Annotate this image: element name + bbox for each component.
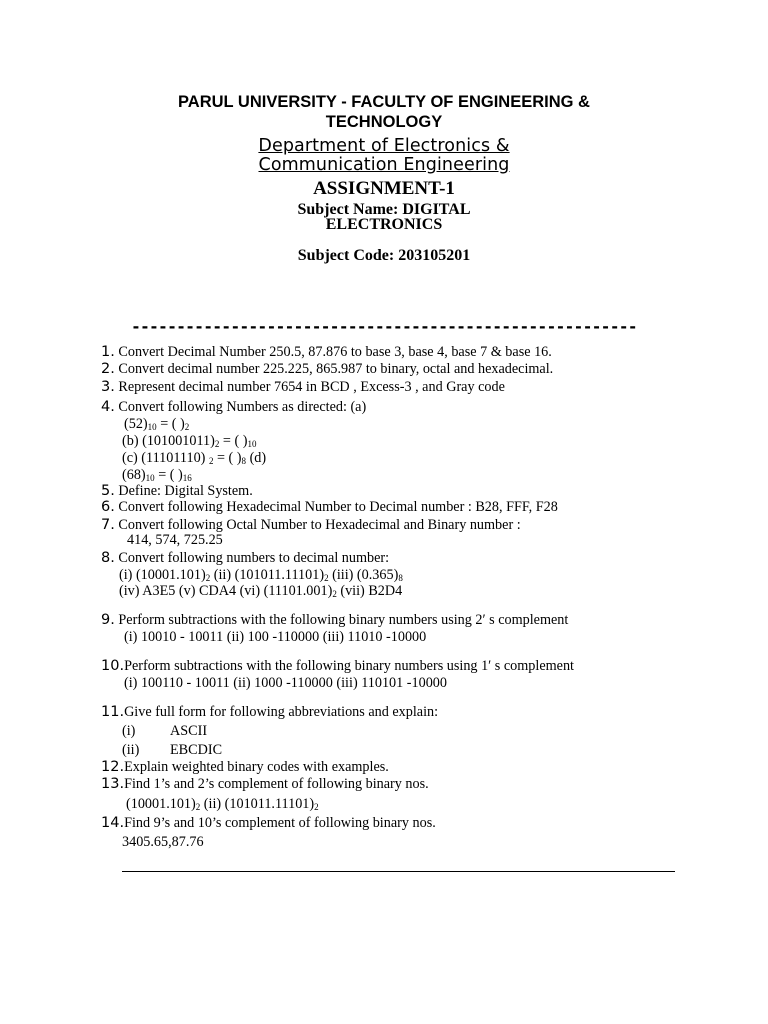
department-title-line2: Communication Engineering	[258, 155, 510, 175]
q9-items: (i) 10010 - 10011 (ii) 100 -110000 (iii) 11010 -10000	[124, 629, 427, 645]
question-2	[101, 361, 553, 378]
question-14	[101, 815, 436, 832]
question-number: 1.	[101, 344, 115, 360]
question-number: 14.	[101, 815, 125, 831]
subject-code: Subject Code: 203105201	[297, 247, 471, 264]
q13-item: (10001.101)	[126, 796, 196, 812]
question-8	[101, 550, 389, 567]
base-subscript: 8	[241, 456, 247, 466]
subject-name-line2: ELECTRONICS	[325, 216, 443, 233]
q10-items: (i) 100110 - 10011 (ii) 1000 -110000 (iii) 110101 -10000	[124, 675, 447, 691]
base-subscript: 2	[214, 439, 220, 449]
university-title-line2: TECHNOLOGY	[325, 113, 443, 131]
q8-item: (i) (10001.101)	[119, 567, 206, 583]
base-subscript: 2	[332, 589, 337, 599]
question-11	[101, 704, 438, 721]
question-1	[101, 344, 552, 361]
question-number: 6.	[101, 499, 115, 515]
base-subscript: 2	[324, 573, 329, 583]
question-3	[101, 379, 505, 396]
separator-dashes: --------------------------------------------------------	[131, 317, 637, 336]
question-number: 8.	[101, 550, 115, 566]
department-title-line1: Department of Electronics &	[258, 136, 510, 156]
question-10	[101, 658, 574, 675]
q7-values: 414, 574, 725.25	[127, 532, 223, 548]
base-subscript: 2	[184, 422, 190, 432]
question-13	[101, 776, 429, 793]
question-number: 3.	[101, 379, 115, 395]
base-subscript: 10	[147, 422, 157, 432]
question-text: Explain weighted binary codes with examples.	[124, 759, 389, 775]
q8-item: (ii) (101011.11101)	[210, 567, 325, 583]
question-text: Define: Digital System.	[118, 483, 253, 499]
question-text: Find 1’s and 2’s complement of following binary nos.	[124, 776, 429, 792]
question-4	[101, 399, 366, 416]
q4-d-label: (d)	[246, 450, 267, 466]
base-subscript: 2	[208, 456, 214, 466]
q11-item-ii-text: EBCDIC	[170, 742, 223, 758]
question-number: 11.	[101, 704, 125, 720]
question-text: Convert decimal number 225.225, 865.987 to binary, octal and hexadecimal.	[118, 361, 554, 377]
q4-d-value: (68)	[122, 467, 146, 483]
base-subscript: 16	[182, 473, 192, 483]
q8-line-2	[119, 583, 402, 603]
q4-c-result: = ( )	[213, 450, 242, 466]
q11-item-i-text: ASCII	[170, 723, 208, 739]
question-text: Give full form for following abbreviations and explain:	[124, 704, 439, 720]
bottom-rule	[122, 871, 675, 872]
question-5	[101, 483, 253, 500]
question-text: Represent decimal number 7654 in BCD , Excess-3 , and Gray code	[118, 379, 505, 395]
base-subscript: 10	[247, 439, 257, 449]
q4-d-result: = ( )	[154, 467, 183, 483]
base-subscript: 2	[205, 573, 211, 583]
question-6	[101, 499, 558, 516]
question-text: Perform subtractions with the following binary numbers using 2′ s complement	[118, 612, 569, 628]
assignment-title: ASSIGNMENT-1	[313, 178, 455, 199]
q11-item-i-label: (i)	[122, 723, 136, 739]
base-subscript: 10	[145, 473, 155, 483]
q8-item: (vii) B2D4	[336, 583, 403, 599]
question-number: 9.	[101, 612, 115, 628]
subject-name-line1: Subject Name: DIGITAL	[297, 201, 471, 218]
question-number: 13.	[101, 776, 125, 792]
q8-item: (iii) (0.365)	[328, 567, 399, 583]
base-subscript: 2	[195, 802, 201, 812]
question-9	[101, 612, 568, 629]
question-text: Convert following Octal Number to Hexadecimal and Binary number :	[118, 517, 521, 533]
question-text: Convert Decimal Number 250.5, 87.876 to base 3, base 4, base 7 & base 16.	[118, 344, 552, 360]
q13-items	[126, 796, 319, 816]
university-title-line1: PARUL UNIVERSITY - FACULTY OF ENGINEERING &	[178, 93, 590, 111]
question-number: 4.	[101, 399, 115, 415]
q4-a-value: (52)	[124, 416, 148, 432]
q4-b-value: (b) (101001011)	[122, 433, 215, 449]
question-text: Find 9’s and 10’s complement of following binary nos.	[124, 815, 436, 831]
q8-item: (iv) A3E5 (v) CDA4 (vi) (11101.001)	[119, 583, 333, 599]
question-12	[101, 759, 389, 776]
q14-values: 3405.65,87.76	[122, 834, 204, 850]
q4-c-value: (c) (11101110)	[122, 450, 209, 466]
question-number: 7.	[101, 517, 115, 533]
question-number: 10.	[101, 658, 125, 674]
question-text: Convert following Numbers as directed: (a)	[118, 399, 367, 415]
q4-a-result: = ( )	[156, 416, 185, 432]
base-subscript: 2	[314, 802, 319, 812]
question-text: Convert following numbers to decimal number:	[118, 550, 390, 566]
q11-item-ii-label: (ii)	[122, 742, 140, 758]
question-text: Convert following Hexadecimal Number to Decimal number : B28, FFF, F28	[118, 499, 558, 515]
question-number: 2.	[101, 361, 115, 377]
question-number: 5.	[101, 483, 115, 499]
question-text: Perform subtractions with the following binary numbers using 1′ s complement	[124, 658, 575, 674]
question-number: 12.	[101, 759, 125, 775]
base-subscript: 8	[398, 573, 403, 583]
q13-item: (ii) (101011.11101)	[200, 796, 315, 812]
q4-b-result: = ( )	[219, 433, 248, 449]
